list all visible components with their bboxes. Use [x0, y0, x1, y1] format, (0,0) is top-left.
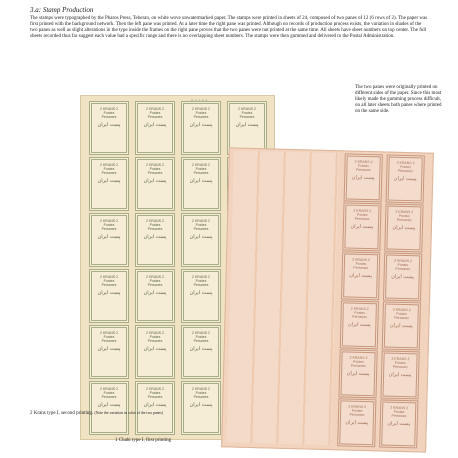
stamp-value: 2 KRANS 2: [100, 275, 118, 279]
stamp: [89, 213, 129, 267]
stamp-line2: Persanes: [193, 395, 209, 399]
stamp-value: 2 KRANS 2: [192, 219, 210, 223]
stamp-persian: پست ایران: [143, 346, 167, 352]
stamp: [89, 157, 129, 211]
stamp-persian: پست ایران: [189, 290, 213, 296]
stamp-line1: Postes: [396, 311, 408, 317]
stamp: [181, 213, 221, 267]
stamp: [379, 399, 418, 448]
stamp-line2: Persanes: [193, 171, 209, 175]
stamp-persian: پست ایران: [349, 272, 373, 280]
stamp-persian: پست ایران: [143, 234, 167, 240]
stamp-persian: پست ایران: [97, 122, 121, 128]
caption-left-note: (Note the variation in color of the two panes): [94, 411, 163, 415]
stamp-line1: Postes: [354, 310, 366, 315]
stamp-persian: پست ایران: [143, 122, 167, 128]
stamp-persian: پست ایران: [393, 175, 417, 183]
stamp: [181, 325, 221, 379]
stamp-value: 2 KRANS 2: [146, 163, 164, 167]
stamp-line2: Persanes: [147, 115, 163, 119]
stamp-line2: Persanes: [147, 339, 163, 343]
stamp-line1: Postes: [195, 167, 207, 171]
stamp: [135, 101, 175, 155]
stamp-persian: پست ایران: [389, 322, 413, 330]
stamp-line2: Persanes: [352, 314, 368, 320]
stamp-line1: Postes: [356, 212, 368, 218]
intro-paragraph: The stamps were typographed by the Pharos Press, Teheran, on white wove unwatermarked paper. The stamps were printed in sheets of 24, composed of two panes of 12 (6 rows of 2). The paper was first printed with the background network. Then the left pane was printed. At a later time the right pane was printed. Although no records of production process exists, the variation in shades of the two panes as well as slight alterations in the type inside the frames on the right pane proves that the two panes were not printed at the same time. All sheets have sheet numbers on top center. The full sheets recorded thus far suggest each value had a specific range and there is no overlapping sheet numbers. The stamps were then gummed and delivered to the Postal Administration.: [30, 16, 428, 39]
stamp-persian: پست ایران: [189, 402, 213, 408]
stamp-persian: پست ایران: [189, 234, 213, 240]
stamp-value: 2 KRANS 2: [394, 258, 413, 264]
stamp-line1: Postes: [103, 335, 115, 339]
blank-left-pane: [226, 150, 339, 445]
stamp-value: 2 KRANS 2: [192, 331, 210, 335]
stamp-line1: Postes: [195, 111, 207, 115]
stamp-line1: Postes: [149, 279, 161, 283]
stamp: [135, 269, 175, 323]
stamp-line2: Persanes: [395, 266, 411, 272]
stamp-line2: Persanes: [394, 315, 409, 321]
stamp-value: 2 KRANS 2: [146, 219, 164, 223]
stamp-persian: پست ایران: [97, 178, 121, 184]
stamp-persian: پست ایران: [350, 223, 374, 231]
stamp-line2: Persanes: [101, 115, 117, 119]
stamp-value: 2 KRANS 2: [100, 163, 118, 167]
stamp: [181, 269, 221, 323]
right-stamp-grid: [337, 153, 425, 448]
stamp-persian: پست ایران: [143, 402, 167, 408]
stamp-line1: Postes: [355, 261, 367, 267]
stamp-line1: Postes: [397, 262, 409, 268]
stamp-line2: Persanes: [193, 283, 209, 287]
stamp: [340, 300, 379, 349]
stamp: [89, 269, 129, 323]
stamp: [384, 203, 423, 252]
stamp-persian: پست ایران: [347, 321, 371, 329]
stamp-line1: Postes: [103, 391, 115, 395]
stamp-line1: Postes: [149, 335, 161, 339]
stamp-value: 2 KRANS 2: [100, 331, 118, 335]
stamp-value: 2 KRANS 2: [192, 107, 210, 111]
stamp-line1: Postes: [103, 223, 115, 227]
stamp-line2: Persanes: [355, 167, 371, 173]
stamp-line1: Postes: [398, 213, 410, 219]
stamp-line2: Persanes: [391, 413, 407, 419]
stamp-line2: Persanes: [396, 217, 412, 223]
stamp-line1: Postes: [149, 111, 161, 115]
stamp-line1: Postes: [394, 360, 406, 366]
stamp-value: 2 KRANS 2: [238, 107, 256, 111]
stamp-line2: Persanes: [147, 283, 163, 287]
stamp-line2: Persanes: [147, 395, 163, 399]
stamp: [89, 101, 129, 155]
stamp-line1: Postes: [149, 223, 161, 227]
stamp-line1: Postes: [149, 167, 161, 171]
stamp-value: 2 KRANS 2: [350, 306, 369, 312]
stamp-line1: Postes: [103, 279, 115, 283]
stamp-value: 2 KRANS 2: [146, 275, 164, 279]
stamp-persian: پست ایران: [97, 402, 121, 408]
stamp-value: 2 KRANS 2: [192, 275, 210, 279]
stamp-persian: پست ایران: [189, 346, 213, 352]
stamp: [383, 252, 422, 301]
stamp-line2: Persanes: [239, 115, 255, 119]
stamp-line1: Postes: [352, 359, 364, 364]
stamp: [135, 325, 175, 379]
stamp-persian: پست ایران: [346, 370, 370, 378]
stamp-line1: Postes: [351, 408, 363, 413]
stamp-value: 2 KRANS 2: [396, 160, 415, 166]
stamp-persian: پست ایران: [97, 346, 121, 352]
stamp-value: 2 KRANS 2: [146, 387, 164, 391]
stamp-line2: Persanes: [193, 339, 209, 343]
stamp-value: 2 KRANS 2: [354, 159, 373, 165]
stamp-line2: Persanes: [147, 171, 163, 175]
stamp-line2: Persanes: [101, 339, 117, 343]
stamp-persian: پست ایران: [392, 224, 416, 232]
stamp-value: 2 KRANS 2: [395, 209, 414, 215]
stamp-line1: Postes: [400, 164, 411, 170]
stamp: [344, 153, 383, 202]
stamp-value: 2 KRANS 2: [390, 405, 409, 411]
stamp-value: 2 KRANS 2: [192, 163, 210, 167]
stamp: [135, 157, 175, 211]
page-title: 3.a: Stamp Production: [30, 6, 94, 14]
stamp: [386, 155, 425, 204]
stamp-value: 2 KRANS 2: [392, 307, 411, 313]
stamp: [181, 157, 221, 211]
stamp-line1: Postes: [103, 111, 115, 115]
stamp: [341, 251, 380, 300]
stamp-line2: Persanes: [350, 363, 366, 369]
stamp-persian: پست ایران: [391, 273, 415, 281]
stamp-value: 2 KRANS 2: [146, 107, 164, 111]
caption-left: [30, 410, 190, 417]
stamp-persian: پست ایران: [143, 178, 167, 184]
stamp-line2: Persanes: [397, 168, 413, 174]
stamp: [135, 213, 175, 267]
side-note: The two panes were originally printed on different sides of the paper. Since this most likely made the gumming process difficult, on all later sheets both panes where printed on the same side.: [355, 85, 442, 114]
stamp-value: 2 KRANS 2: [100, 107, 118, 111]
stamp-persian: پست ایران: [345, 419, 369, 427]
stamp-line1: Postes: [358, 163, 369, 169]
stamp-persian: پست ایران: [388, 371, 412, 379]
stamp-persian: پست ایران: [387, 420, 411, 428]
stamp-value: 2 KRANS 2: [192, 387, 210, 391]
stamp-line2: Persanes: [101, 283, 117, 287]
stamp: [89, 325, 129, 379]
stamp: [181, 381, 221, 435]
stamp: [181, 101, 221, 155]
stamp-line2: Persanes: [353, 265, 369, 271]
stamp-line2: Persanes: [101, 171, 117, 175]
stamp-line2: Persanes: [392, 364, 408, 370]
stamp-line2: Persanes: [101, 395, 117, 399]
stamp-line1: Postes: [103, 167, 115, 171]
caption-left-text: 2 Krans type I, second printing.: [30, 411, 94, 416]
stamp: [338, 349, 377, 398]
stamp: [380, 350, 419, 399]
stamp-line2: Persanes: [101, 227, 117, 231]
stamp-persian: پست ایران: [97, 234, 121, 240]
stamp-line1: Postes: [195, 335, 207, 339]
stamp-line1: Postes: [149, 391, 161, 395]
stamp-persian: پست ایران: [189, 122, 213, 128]
stamp-line2: Persanes: [193, 227, 209, 231]
stamp-line2: Persanes: [193, 115, 209, 119]
right-stamp-sheet: [221, 147, 434, 452]
stamp-value: 2 KRANS 2: [391, 356, 410, 362]
stamp-value: 2 KRANS 2: [100, 219, 118, 223]
stamp-line2: Persanes: [354, 216, 370, 222]
stamp-line1: Postes: [195, 391, 207, 395]
stamp-line1: Postes: [195, 279, 207, 283]
stamp-line2: Persanes: [147, 227, 163, 231]
stamp-value: 2 KRANS 2: [348, 404, 367, 410]
stamp-line1: Postes: [241, 111, 253, 115]
stamp: [337, 398, 376, 447]
stamp-persian: پست ایران: [97, 290, 121, 296]
caption-right: 1 Chahi type I, first printing: [115, 438, 172, 443]
stamp-persian: پست ایران: [143, 290, 167, 296]
stamp-line1: Postes: [393, 409, 405, 415]
stamp-value: 2 KRANS 2: [352, 257, 371, 263]
stamp-line1: Postes: [195, 223, 207, 227]
stamp-persian: پست ایران: [189, 178, 213, 184]
stamp: [89, 381, 129, 435]
stamp-persian: پست ایران: [351, 174, 375, 182]
stamp: [342, 202, 381, 251]
stamp-value: 2 KRANS 2: [353, 208, 372, 214]
stamp-value: 2 KRANS 2: [146, 331, 164, 335]
stamp-persian: پست ایران: [235, 122, 259, 128]
stamp: [135, 381, 175, 435]
stamp: [382, 301, 421, 350]
stamp-value: 2 KRANS 2: [349, 355, 368, 361]
stamp-line2: Persanes: [349, 412, 365, 418]
stamp-value: 2 KRANS 2: [100, 387, 118, 391]
